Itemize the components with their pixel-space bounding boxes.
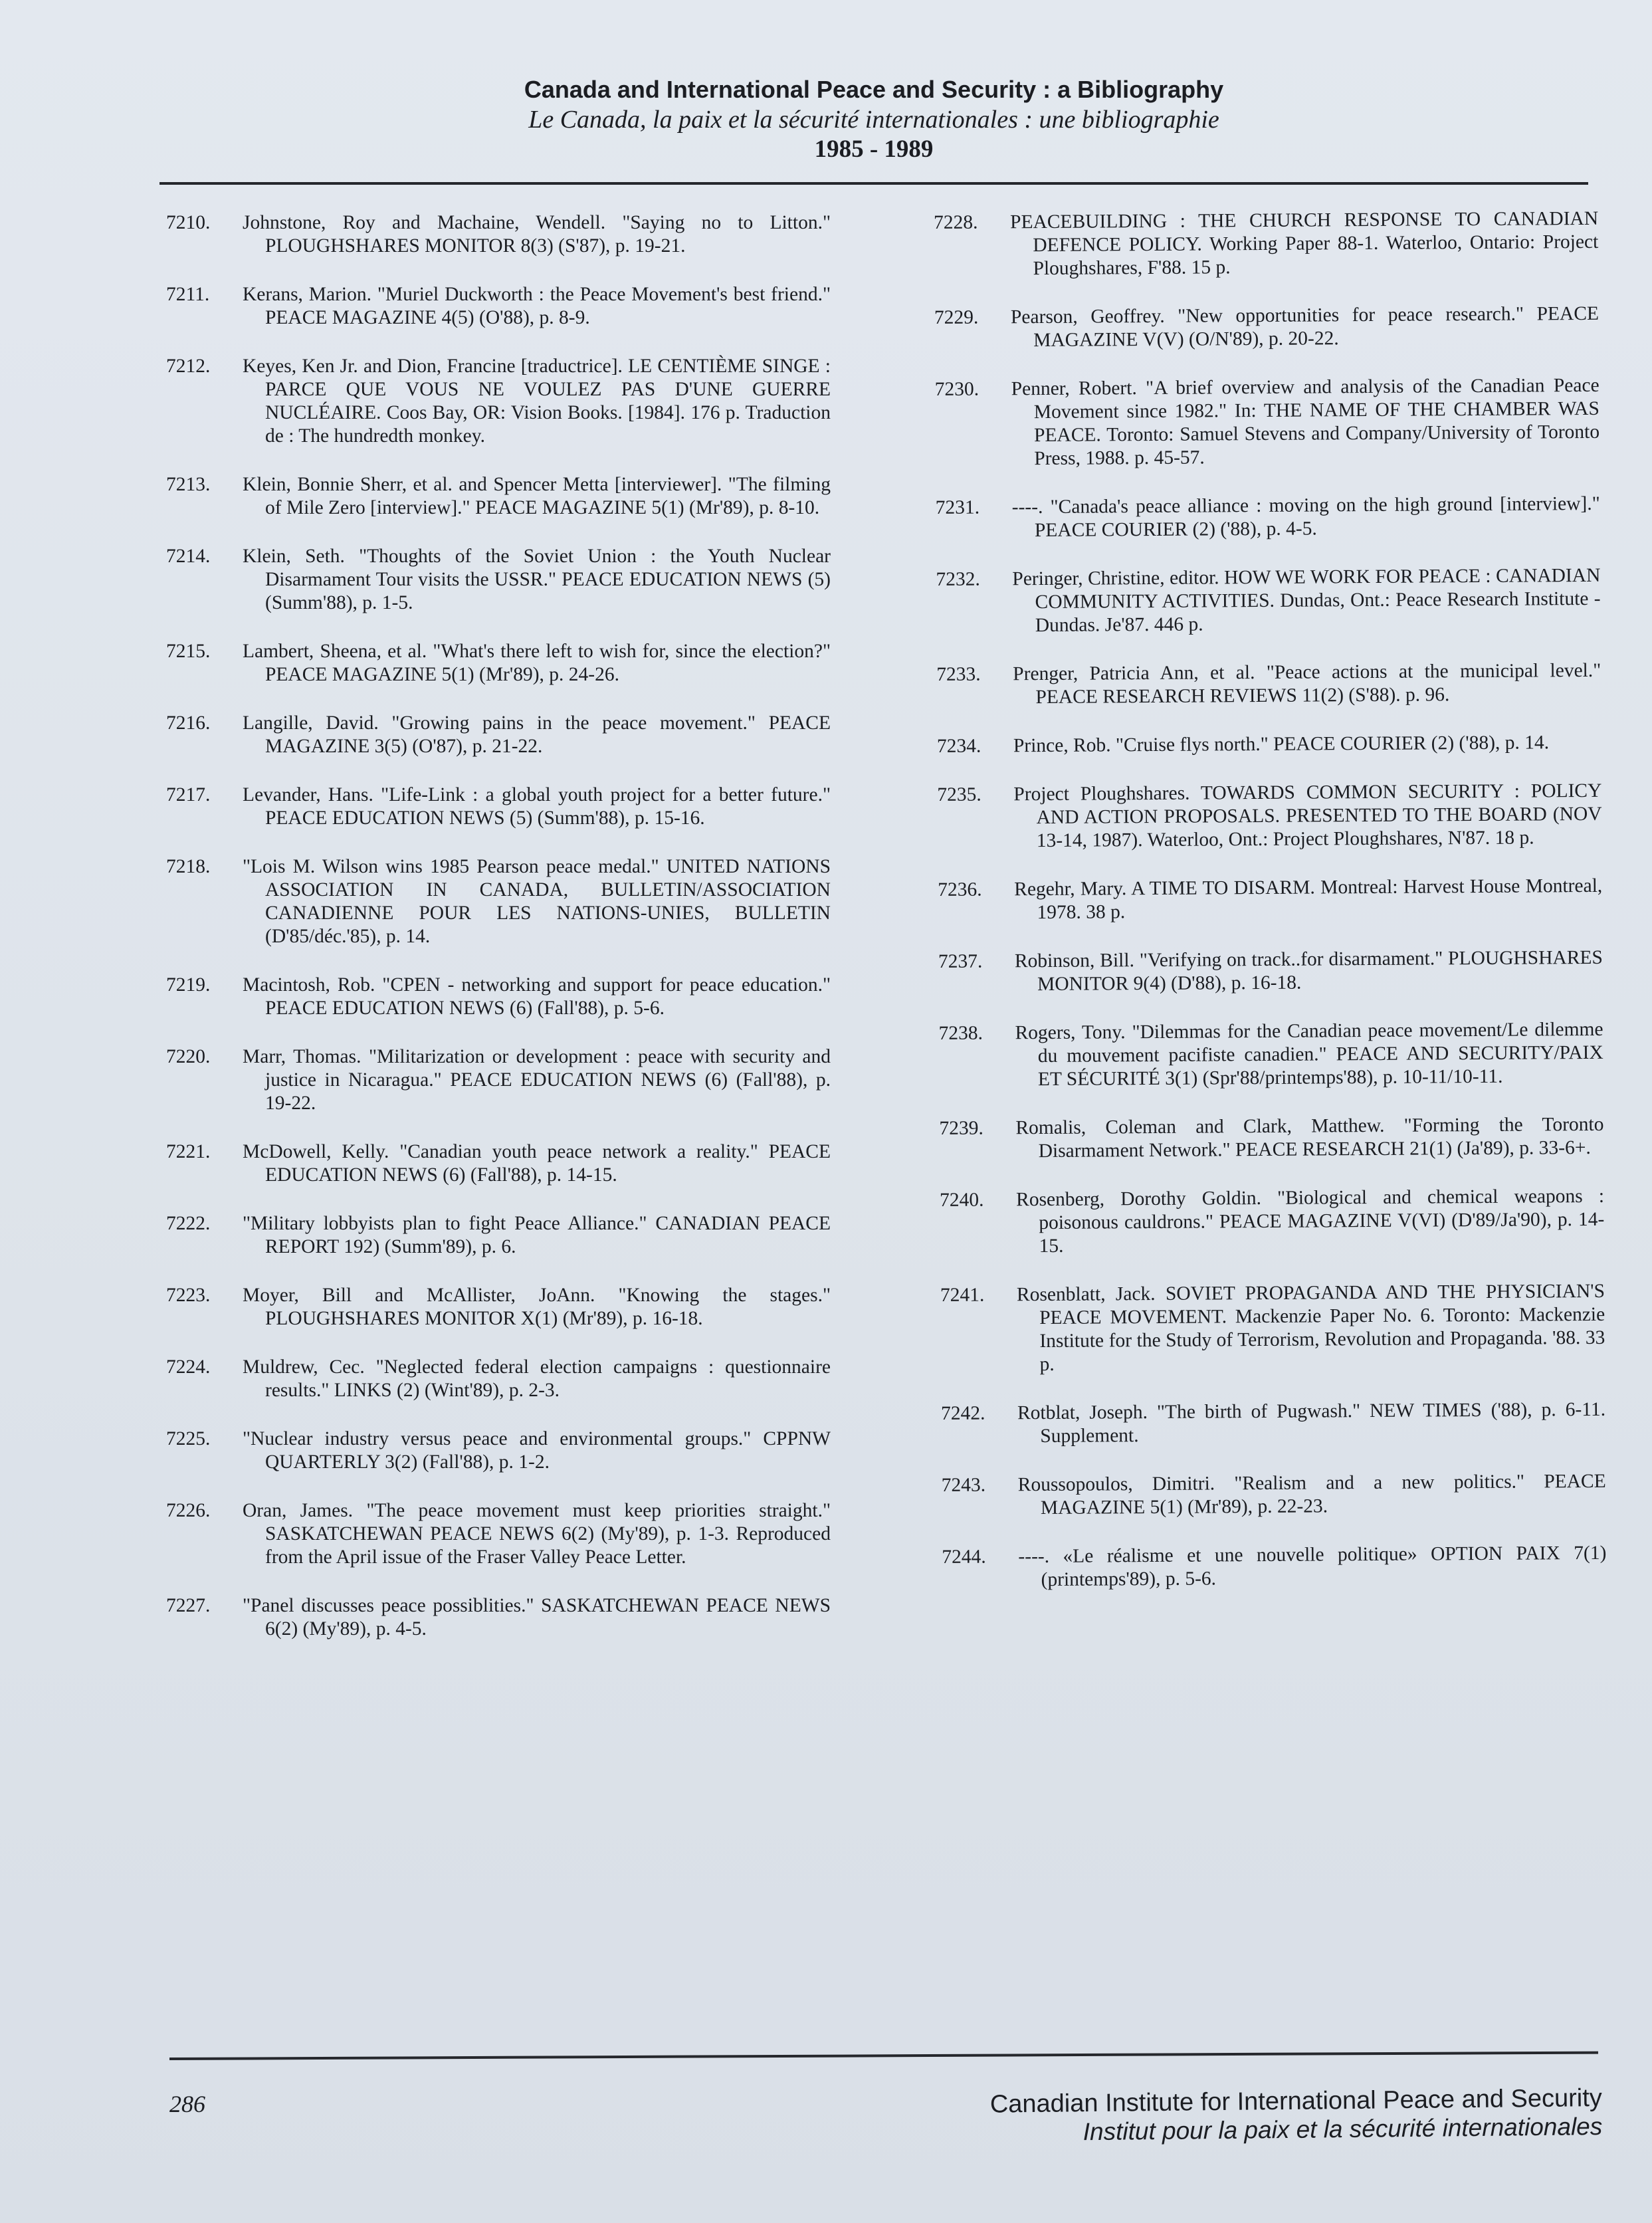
entry-citation: Penner, Robert. "A brief overview and analysis of the Canadian Peace Movement since 1982." In: THE NAME OF THE CHAMBER WAS PEACE. Toronto: Samuel Stevens and Company/University of Toronto Press, 1988. p. 45-57. — [1011, 374, 1600, 470]
bibliography-entry — [937, 731, 1601, 758]
entry-number: 7214. — [166, 546, 211, 567]
entry-number: 7220. — [166, 1046, 211, 1067]
entry-number: 7228. — [934, 211, 978, 233]
entry-citation: "Military lobbyists plan to fight Peace Alliance." CANADIAN PEACE REPORT 192) (Summ'89), p. 6. — [243, 1213, 831, 1257]
bibliography-entry — [936, 492, 1600, 543]
entry-number: 7225. — [166, 1428, 211, 1449]
page-number: 286 — [169, 2091, 205, 2117]
entry-citation: Peringer, Christine, editor. HOW WE WORK FOR PEACE : CANADIAN COMMUNITY ACTIVITIES. Dundas, Ont.: Peace Research Institute - Dundas. Je'87. 446 p. — [1012, 564, 1601, 637]
entry-number: 7230. — [934, 378, 980, 400]
bibliography-entry — [934, 302, 1599, 353]
bibliography-entry — [166, 1212, 831, 1259]
bibliography-entry — [166, 1284, 831, 1330]
entry-citation: Rosenblatt, Jack. SOVIET PROPAGANDA AND THE PHYSICIAN'S PEACE MOVEMENT. Mackenzie Paper No. 6. Toronto: Mackenzie Institute for the Study of Terrorism, Revolution and Propaganda. '88. 33 p. — [1016, 1280, 1605, 1376]
bibliography-entry — [166, 784, 831, 830]
bibliography-entry — [166, 1594, 831, 1641]
entry-number: 7238. — [938, 1022, 983, 1044]
entry-citation: Oran, James. "The peace movement must keep priorities straight." SASKATCHEWAN PEACE NEWS 6(2) (My'89), p. 1-3. Reproduced from the April issue of the Fraser Valley Peace Letter. — [243, 1500, 831, 1568]
bibliography-entry — [166, 974, 831, 1020]
bibliography-entry — [938, 946, 1603, 997]
entry-number: 7221. — [166, 1141, 211, 1162]
date-range: 1985 - 1989 — [814, 136, 934, 163]
entry-number: 7222. — [166, 1213, 211, 1234]
entry-number: 7234. — [936, 735, 981, 757]
entry-citation: Rotblat, Joseph. "The birth of Pugwash." NEW TIMES ('88), p. 6-11. Supplement. — [1017, 1398, 1606, 1447]
left-column — [166, 211, 831, 1666]
footer-rule — [169, 2052, 1598, 2060]
bibliography-entry — [166, 855, 831, 948]
entry-number: 7242. — [940, 1402, 985, 1424]
bibliography-entry — [941, 1398, 1605, 1449]
bibliography-entry — [166, 1140, 831, 1187]
entry-citation: Robinson, Bill. "Verifying on track..for disarmament." PLOUGHSHARES MONITOR 9(4) (D'88), p. 16-18. — [1014, 946, 1603, 996]
entry-number: 7226. — [166, 1500, 211, 1521]
bibliography-entry — [940, 1185, 1605, 1259]
bibliography-entry — [166, 355, 831, 448]
bibliography-entry — [934, 207, 1599, 281]
entry-citation: Prince, Rob. "Cruise flys north." PEACE COURIER (2) ('88), p. 14. — [1013, 732, 1550, 757]
entry-citation: Klein, Bonnie Sherr, et al. and Spencer Metta [interviewer]. "The filming of Mile Zero [interview]." PEACE MAGAZINE 5(1) (Mr'89), p. 8-10. — [243, 474, 831, 518]
entry-citation: PEACEBUILDING : THE CHURCH RESPONSE TO CANADIAN DEFENCE POLICY. Working Paper 88-1. Waterloo, Ontario: Project Ploughshares, F'88. 15 p. — [1010, 207, 1599, 280]
entry-number: 7237. — [938, 950, 983, 972]
entry-citation: Rogers, Tony. "Dilemmas for the Canadian peace movement/Le dilemme du mouvement pacifiste canadien." PEACE AND SECURITY/PAIX ET SÉCURITÉ 3(1) (Spr'88/printemps'88), p. 10-11/10-11. — [1015, 1018, 1603, 1091]
entry-citation: "Nuclear industry versus peace and environmental groups." CPPNW QUARTERLY 3(2) (Fall'88), p. 1-2. — [243, 1428, 831, 1473]
bibliography-entry — [936, 564, 1601, 638]
header-rule — [159, 182, 1588, 185]
entry-number: 7224. — [166, 1356, 211, 1378]
entry-number: 7236. — [938, 879, 982, 900]
entry-citation: Romalis, Coleman and Clark, Matthew. "Forming the Toronto Disarmament Network." PEACE RESEARCH 21(1) (Ja'89), p. 33-6+. — [1015, 1113, 1604, 1162]
entry-citation: Levander, Hans. "Life-Link : a global youth project for a better future." PEACE EDUCATION NEWS (5) (Summ'88), p. 15-16. — [243, 784, 831, 829]
entry-citation: Langille, David. "Growing pains in the peace movement." PEACE MAGAZINE 3(5) (O'87), p. 21-22. — [243, 712, 831, 757]
entry-number: 7211. — [166, 284, 210, 305]
entry-citation: ----. «Le réalisme et une nouvelle politique» OPTION PAIX 7(1) (printemps'89), p. 5-6. — [1018, 1542, 1607, 1591]
entry-number: 7218. — [166, 856, 211, 877]
entry-number: 7213. — [166, 474, 211, 495]
entry-number: 7215. — [166, 641, 211, 662]
entry-citation: Pearson, Geoffrey. "New opportunities for peace research." PEACE MAGAZINE V(V) (O/N'89), p. 20-22. — [1010, 302, 1600, 352]
entry-citation: Marr, Thomas. "Militarization or development : peace with security and justice in Nicaragua." PEACE EDUCATION NEWS (6) (Fall'88), p. 19-22. — [243, 1046, 831, 1114]
bibliography-entry — [937, 780, 1602, 853]
entry-citation: Roussopoulos, Dimitri. "Realism and a new politics." PEACE MAGAZINE 5(1) (Mr'89), p. 22-23. — [1017, 1470, 1606, 1519]
entry-number: 7232. — [936, 568, 980, 590]
bibliography-entry — [166, 1428, 831, 1474]
entry-citation: Regehr, Mary. A TIME TO DISARM. Montreal: Harvest House Montreal, 1978. 38 p. — [1014, 875, 1603, 924]
bibliography-entry — [166, 1045, 831, 1115]
entry-citation: Project Ploughshares. TOWARDS COMMON SECURITY : POLICY AND ACTION PROPOSALS. PRESENTED TO THE BOARD (NOV 13-14, 1987). Waterloo, Ont.: Project Ploughshares, N'87. 18 p. — [1013, 780, 1602, 852]
entry-number: 7239. — [939, 1117, 983, 1139]
entry-citation: "Panel discusses peace possiblities." SASKATCHEWAN PEACE NEWS 6(2) (My'89), p. 4-5. — [243, 1595, 831, 1640]
entry-number: 7217. — [166, 784, 211, 805]
entry-citation: Macintosh, Rob. "CPEN - networking and support for peace education." PEACE EDUCATION NEWS (6) (Fall'88), p. 5-6. — [243, 974, 831, 1019]
bibliography-entry — [166, 1356, 831, 1402]
publisher-name-french: Institut pour la paix et la sécurité internationales — [1083, 2113, 1603, 2146]
entry-number: 7241. — [940, 1284, 985, 1306]
entry-number: 7216. — [166, 712, 211, 734]
publisher-block — [990, 2083, 1603, 2147]
entry-citation: Johnstone, Roy and Machaine, Wendell. "Saying no to Litton." PLOUGHSHARES MONITOR 8(3) (S'87), p. 19-21. — [243, 212, 831, 257]
entry-citation: Moyer, Bill and McAllister, JoAnn. "Knowing the stages." PLOUGHSHARES MONITOR X(1) (Mr'89), p. 16-18. — [243, 1285, 831, 1329]
right-column — [934, 207, 1607, 1618]
bibliography-entry — [940, 1280, 1605, 1377]
page-header — [159, 74, 1588, 165]
entry-number: 7223. — [166, 1285, 211, 1306]
bibliography-entry — [939, 1113, 1603, 1164]
bibliography-entry — [166, 283, 831, 330]
entry-number: 7244. — [942, 1546, 986, 1568]
bibliography-entry — [166, 640, 831, 687]
entry-number: 7229. — [934, 306, 979, 328]
bibliography-entry — [166, 211, 831, 258]
bibliography-entry — [935, 374, 1600, 471]
bibliography-entry — [936, 659, 1601, 710]
entry-number: 7240. — [939, 1189, 984, 1211]
entry-number: 7219. — [166, 974, 211, 996]
entry-citation: Lambert, Sheena, et al. "What's there left to wish for, since the election?" PEACE MAGAZINE 5(1) (Mr'89), p. 24-26. — [243, 641, 831, 685]
entry-citation: McDowell, Kelly. "Canadian youth peace network a reality." PEACE EDUCATION NEWS (6) (Fall'88), p. 14-15. — [243, 1141, 831, 1186]
entry-citation: ----. "Canada's peace alliance : moving on the high ground [interview]." PEACE COURIER (2) ('88), p. 4-5. — [1011, 492, 1600, 542]
entry-number: 7233. — [936, 663, 981, 685]
bibliography-entry — [166, 473, 831, 520]
page-title: Canada and International Peace and Security : a Bibliography — [524, 76, 1224, 103]
entry-number: 7210. — [166, 212, 211, 233]
bibliography-entry — [938, 1018, 1603, 1092]
bibliography-entry — [942, 1470, 1606, 1521]
bibliography-entry — [166, 1499, 831, 1569]
entry-citation: Keyes, Ken Jr. and Dion, Francine [traductrice]. LE CENTIÈME SINGE : PARCE QUE VOUS NE VOULEZ PAS D'UNE GUERRE NUCLÉAIRE. Coos Bay, OR: Vision Books. [1984]. 176 p. Traduction de : The hundredth monkey. — [243, 356, 831, 447]
entry-number: 7212. — [166, 356, 211, 377]
page-subtitle: Le Canada, la paix et la sécurité internationales : une bibliographie — [528, 106, 1219, 134]
bibliography-entry — [942, 1542, 1606, 1592]
entry-citation: Muldrew, Cec. "Neglected federal election campaigns : questionnaire results." LINKS (2) (Wint'89), p. 2-3. — [243, 1356, 831, 1401]
entry-number: 7235. — [937, 784, 981, 805]
entry-citation: "Lois M. Wilson wins 1985 Pearson peace medal." UNITED NATIONS ASSOCIATION IN CANADA, BULLETIN/ASSOCIATION CANADIENNE POUR LES NATIONS-UNIES, BULLETIN (D'85/déc.'85), p. 14. — [243, 856, 831, 947]
publisher-name-english: Canadian Institute for International Peace and Security — [989, 2084, 1602, 2119]
entry-number: 7227. — [166, 1595, 211, 1616]
entry-citation: Rosenberg, Dorothy Goldin. "Biological and chemical weapons : poisonous cauldrons." PEACE MAGAZINE V(VI) (D'89/Ja'90), p. 14-15. — [1015, 1185, 1605, 1257]
entry-citation: Kerans, Marion. "Muriel Duckworth : the Peace Movement's best friend." PEACE MAGAZINE 4(5) (O'88), p. 8-9. — [243, 284, 831, 328]
entry-citation: Klein, Seth. "Thoughts of the Soviet Union : the Youth Nuclear Disarmament Tour visits the USSR." PEACE EDUCATION NEWS (5) (Summ'88), p. 1-5. — [243, 546, 831, 613]
entry-number: 7231. — [935, 496, 980, 518]
bibliography-entry — [938, 875, 1602, 925]
entry-number: 7243. — [941, 1474, 986, 1496]
bibliography-entry — [166, 712, 831, 758]
bibliography-entry — [166, 545, 831, 615]
entry-citation: Prenger, Patricia Ann, et al. "Peace actions at the municipal level." PEACE RESEARCH REVIEWS 11(2) (S'88). p. 96. — [1013, 659, 1601, 708]
